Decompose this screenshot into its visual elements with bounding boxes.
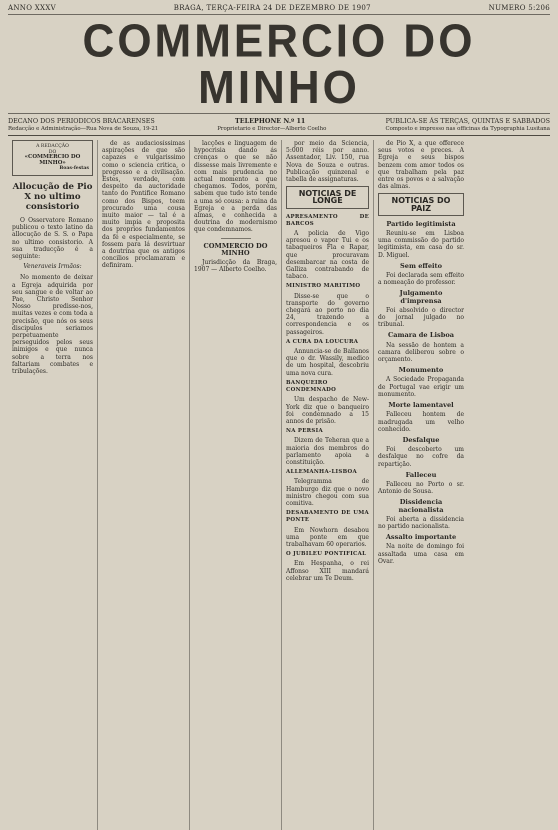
news-body: Na noite de domingo foi assaltada uma casa em Ovar. <box>378 543 464 565</box>
paragraph: Jurisdicção da Braga, 1907 — Alberto Coelho. <box>194 259 277 274</box>
news-head: Camara de Lisboa <box>387 331 455 340</box>
news-body: Telegramma de Hamburgo diz que o novo ministro chegou com sua comitiva. <box>286 478 369 507</box>
news-body: Falleceu hontem de madrugada um velho conhecido. <box>378 411 464 433</box>
dateline: BRAGA, TERÇA-FEIRA 24 DE DEZEMBRO DE 1907 <box>173 4 371 12</box>
salutation: Veneraveis Irmãos: <box>23 263 82 271</box>
owner: Proprietario e Director—Alberto Coelho <box>217 126 327 132</box>
section-header: NOTICIAS DE LONGE <box>286 186 369 208</box>
info-line <box>8 113 550 125</box>
news-list <box>286 214 369 582</box>
column-1 <box>8 140 98 830</box>
signoff-title: COMMERCIO DO MINHO <box>203 241 268 257</box>
news-body: Foi absolvido o director do jornal julgado no tribunal. <box>378 306 464 329</box>
news-list <box>378 221 464 565</box>
news-head: Falleceu <box>405 470 437 479</box>
paragraph: O Osservatore Romano publicou o texto latino da allocução de S. S. o Papa no ultimo consistorio. A sua traducção é a seguinte: <box>12 216 93 260</box>
paragraph: de Pio X, a que offerece seus votos e preces. A Egreja e seus bispos benzem com amor todos os que trabalham pela paz entre os povos e a salvação das almas. <box>378 140 464 191</box>
printing: Composto e impresso nas officinas da Typographia Lusitana <box>385 126 550 132</box>
section-header: NOTICIAS DO PAIZ <box>378 193 464 215</box>
news-body: Em Nowhorn desabou uma ponte em que trabalhavam 60 operarios. <box>286 526 369 548</box>
info-line-2 <box>8 125 550 136</box>
news-body: Foi descoberto um desfalque no cofre da repartição. <box>378 446 464 468</box>
box-line: A REDACÇÃO <box>36 144 69 149</box>
news-body: Annuncia-se de Ballanos que o dr. Wassily, medico de um hospital, descobriu uma nova cura. <box>286 348 369 377</box>
divider <box>221 238 251 239</box>
news-body: Disse-se que o transporte do governo chegará ao porto no dia 24, trazendo a correspondencia e os passageiros. <box>286 292 369 336</box>
column-4 <box>282 140 374 830</box>
news-head: ALLEMANHA-LISBOA <box>286 469 358 476</box>
news-body: Um despacho de New-York diz que o banqueiro foi condemnado a 15 annos de prisão. <box>286 396 369 425</box>
year-label: ANNO XXXV <box>8 4 56 12</box>
news-body: Em Hespanha, o rei Affonso XIII mandará celebrar um Te Deum. <box>286 560 369 582</box>
right-info: PUBLICA-SE ÁS TERÇAS, QUINTAS E SABBADOS <box>385 117 550 125</box>
news-body: Foi aberta a dissidencia no partido nacionalista. <box>378 515 464 530</box>
news-head: A CURA DA LOUCURA <box>286 338 359 345</box>
article-title: Allocução de Pio X no ultimo consistorio <box>12 181 93 212</box>
news-head: APRESAMENTO DE BARCOS <box>286 213 369 227</box>
news-body: Falleceu no Porto o sr. Antonio de Sousa. <box>378 480 464 496</box>
news-head: O JUBILEU PONTIFICAL <box>286 551 367 558</box>
columns <box>8 140 550 830</box>
greeting-box <box>12 140 93 176</box>
box-line: DO <box>48 149 57 155</box>
news-body: Dizem de Teheran que a maioria dos membros do parlamento apoia a constituição. <box>286 437 369 466</box>
box-line: Boas-festas <box>59 166 89 172</box>
news-head: Desfalque <box>402 435 440 444</box>
news-body: Na sessão de hontem a camara deliberou sobre o orçamento. <box>378 341 464 364</box>
paragraph: de as audaciosíssimas aspirações de que são capazes e vulgarissimo como o sciencia critica, o progresso e a civilisação. Estes, verdade, com despeito da auctoridade tanto do Pontifice Romano como dos Bispos, teem procurado uma cousa muito maior — tal é a muito impia e proposita dos proprios fundamentos da fé e especialmente, se fossem para lá desvirtuar a doutrina que os antigos concilios proclamaram e definiram. <box>102 140 185 270</box>
telephone: TELEPHONE N.º 11 <box>235 117 306 125</box>
top-line <box>8 4 550 15</box>
news-body: Foi declarada sem effeito a nomeação do professor. <box>378 272 464 287</box>
news-head: Sem effeito <box>400 261 442 270</box>
column-3 <box>190 140 282 830</box>
news-body: Reuniu-se em Lisboa uma commissão do partido legitimista, em casa do sr. D. Miguel. <box>378 230 464 259</box>
news-head: BANQUEIRO CONDEMNADO <box>286 379 337 394</box>
box-line: «COMMERCIO DO MINHO» <box>24 154 81 166</box>
column-5 <box>374 140 468 830</box>
issue-number: NUMERO 5:206 <box>488 4 550 12</box>
news-body: A Sociedade Propaganda de Portugal vae erigir um monumento. <box>378 376 464 398</box>
paragraph: lacções e linguagem de hypocrisia dando ás crenças o que se não dissesse mais livremente e com mais prudencia no actual momento a que chegamos. Todos, porém, sabem que tudo isto tende a uma só cousa: a ruina da Egreja e a perda das almas, e conhecida a doutrina do modernismo que condemnamos. <box>194 140 277 234</box>
news-head: Julgamento d'imprensa <box>399 289 443 305</box>
news-head: DESABAMENTO DE UMA PONTE <box>286 510 369 524</box>
news-head: Partido legitimista <box>386 219 456 228</box>
column-2 <box>98 140 190 830</box>
masthead-title: COMMERCIO DO MINHO <box>82 15 476 114</box>
news-head: Dissidencia nacionalista <box>398 498 444 514</box>
paragraph: No momento de deixar a Egreja adquirida por seu sangue e de voltar ao Pae, Christo Senhor Nosso predisse-nos, muitas vezes e com toda a precisão, que nós os seus discipulos seriamos perpetuamente perseguidos pelos seus inimigos e que nunca sobre a terra nos faltariam combates e tribulações. <box>12 274 93 376</box>
news-body: A policia de Vigo apresou o vapor Tui e os tabaqueiros Fla e Rapar, que procuravam desembarcar na costa de Galliza contrabando de tabaco. <box>286 230 369 281</box>
news-head: Monumento <box>398 366 444 375</box>
left-info: DECANO DOS PERIODICOS BRACARENSES <box>8 117 155 125</box>
redaction: Redacção e Administração—Rua Nova de Souza, 19-21 <box>8 126 159 132</box>
news-head: Assalto importante <box>385 533 457 542</box>
news-head: MINISTRO MARITIMO <box>286 283 361 290</box>
news-head: Morte lamentavel <box>388 401 454 410</box>
news-head: NA PERSIA <box>286 428 323 435</box>
paragraph: por meio da Sciencia, 5:000 réis por anno. Assentador, Liv. 150, rua Nova de Souza e outras. Publicação quinzenal e tabella de assignaturas. <box>286 140 369 184</box>
